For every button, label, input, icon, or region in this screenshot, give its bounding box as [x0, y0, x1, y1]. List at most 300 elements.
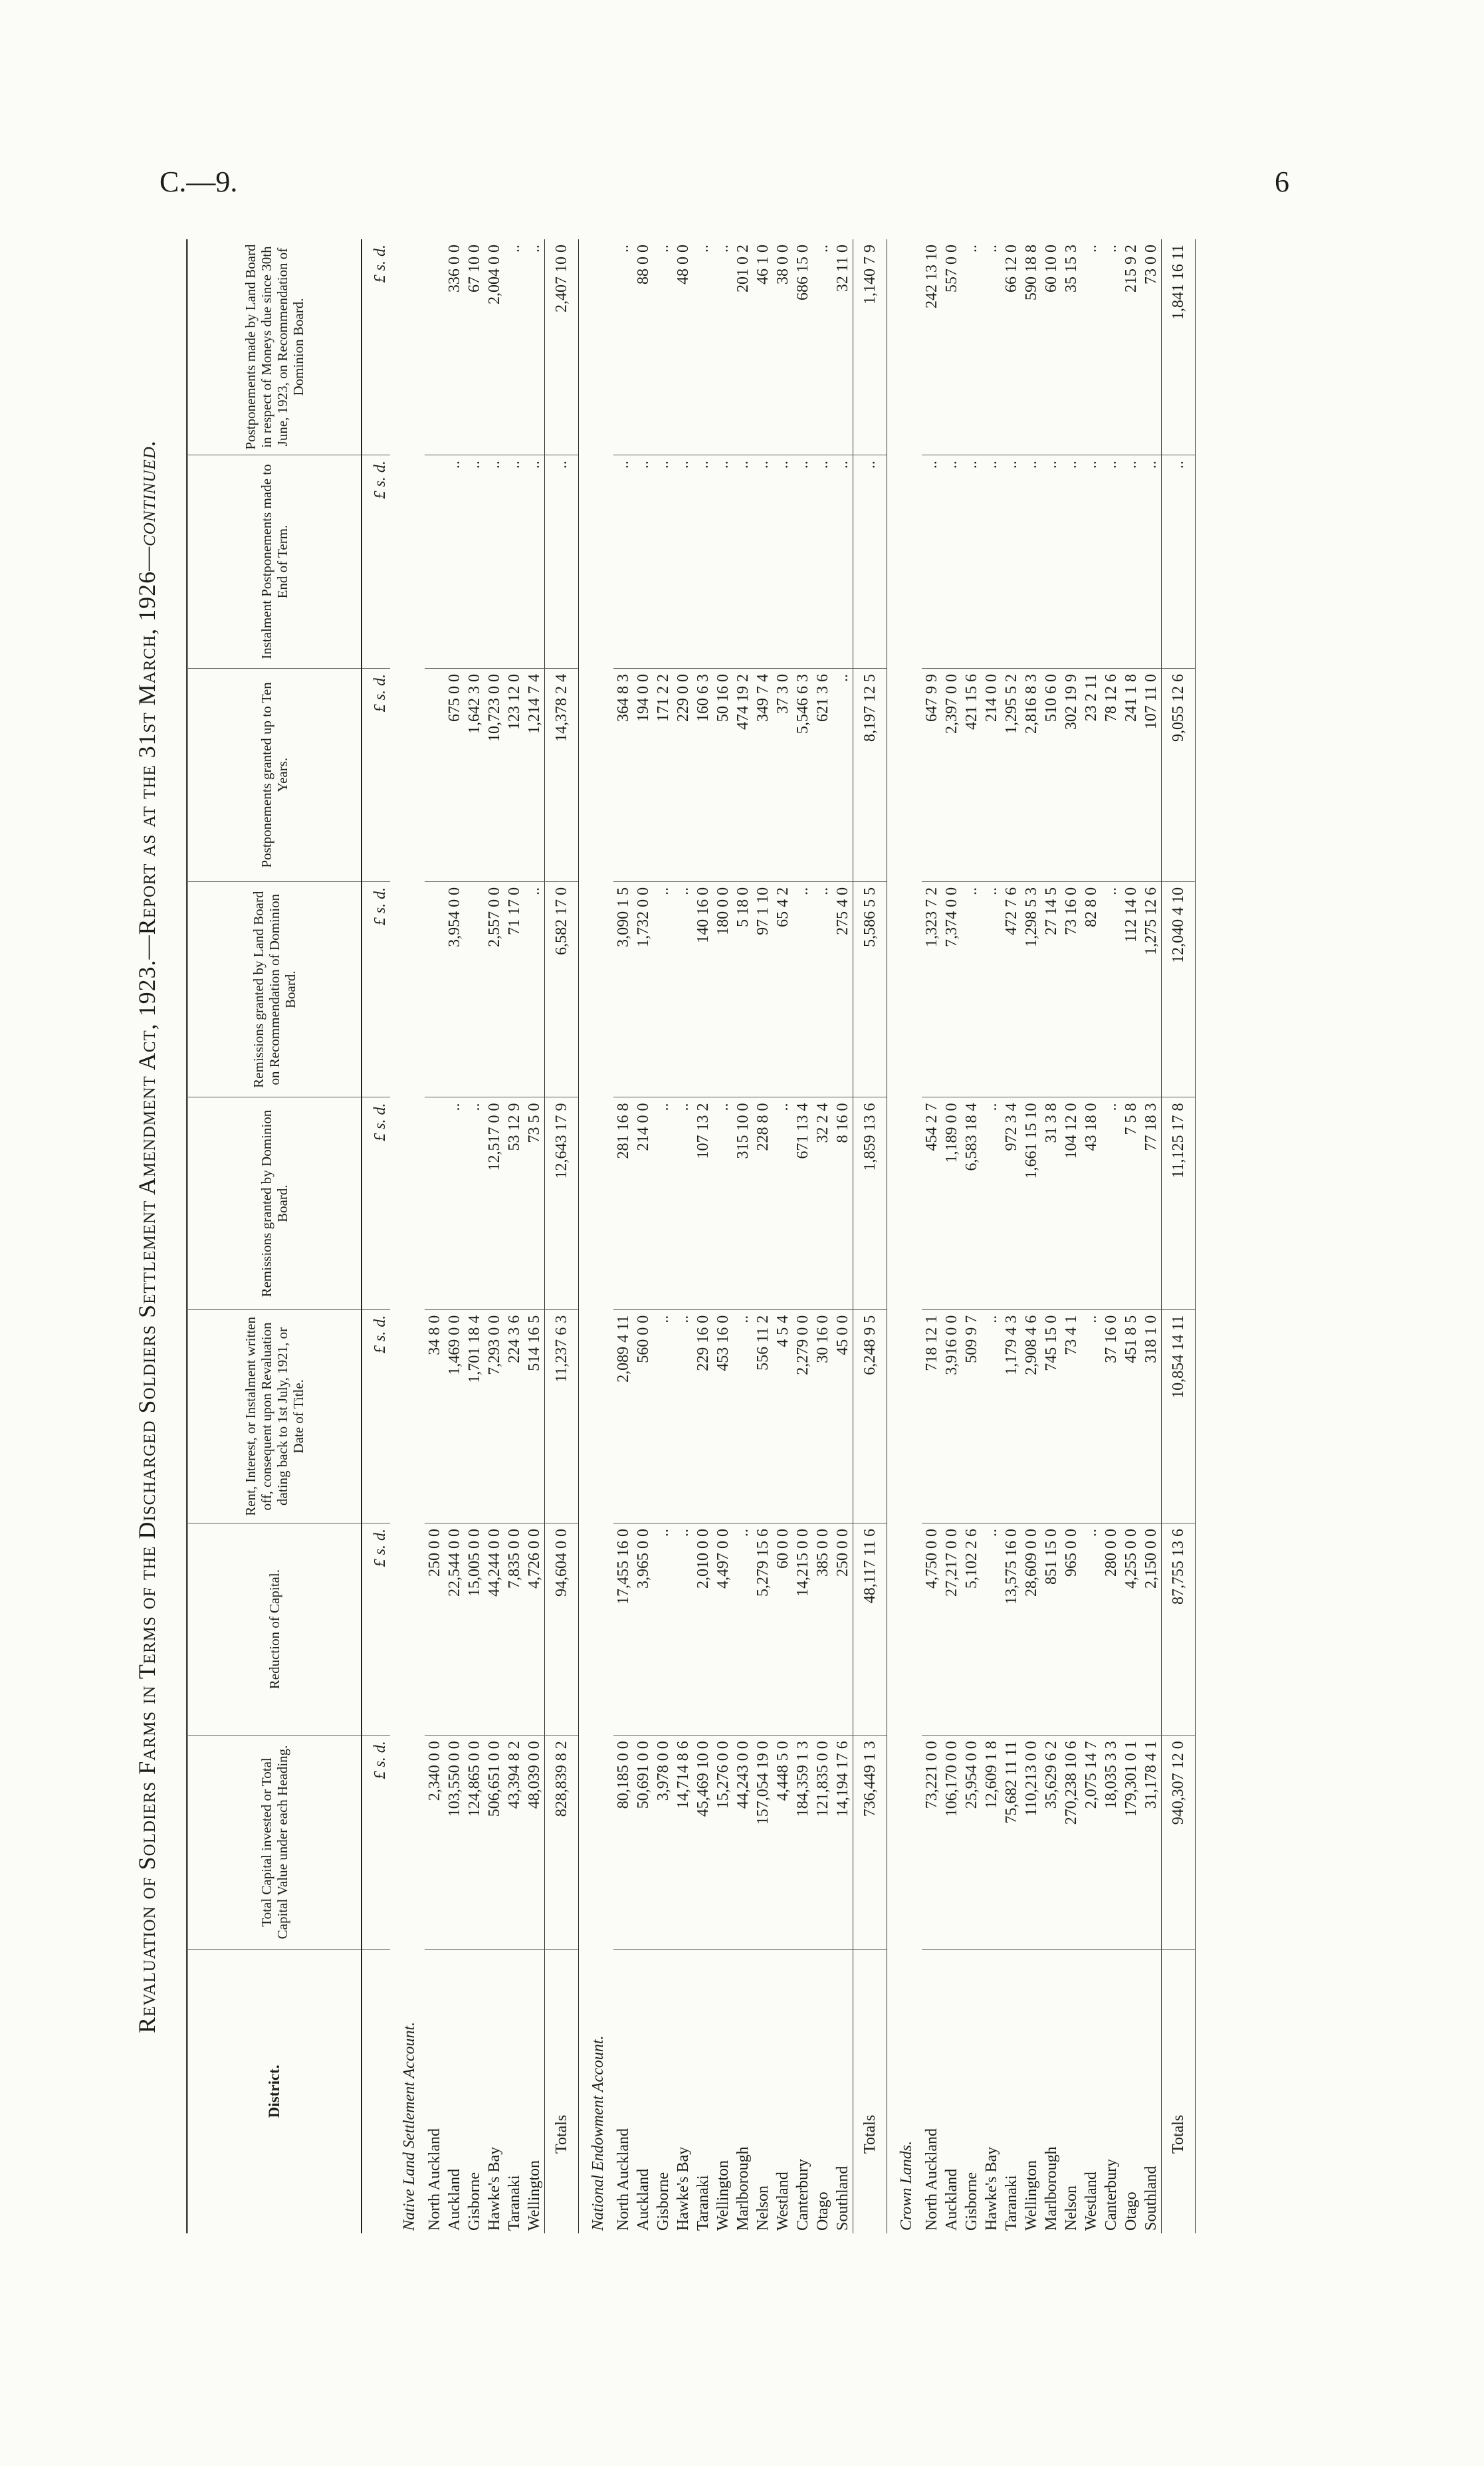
total-value-cell: ..	[853, 455, 887, 669]
total-value-cell: 8,197 12 5	[853, 668, 887, 881]
value-cell: ..	[1081, 1523, 1101, 1736]
table-row	[1121, 239, 1141, 2233]
value-cell: 7,293 0 0	[484, 1309, 504, 1523]
value-cell: 5,546 6 3	[793, 668, 813, 881]
total-value-cell: 6,582 17 0	[545, 881, 579, 1097]
value-cell: 45,469 10 0	[693, 1736, 713, 1949]
col-postponements-land-board: Postponements made by Land Board in respect of Moneys due since 30th June, 1923, on Recommendation of Dominion Board.	[187, 239, 362, 455]
value-cell: ..	[713, 455, 733, 669]
value-cell: ..	[982, 1309, 1002, 1523]
section-heading: Crown Lands.	[898, 2140, 915, 2231]
value-cell: 621 3 6	[813, 668, 833, 881]
value-cell: ..	[1101, 1097, 1121, 1309]
table-row	[693, 239, 713, 2233]
total-value-cell: 87,755 13 6	[1162, 1523, 1196, 1736]
value-cell: 1,732 0 0	[633, 881, 653, 1097]
value-cell: 110,213 0 0	[1021, 1736, 1041, 1949]
district-cell: Otago	[1122, 2191, 1140, 2231]
value-cell: ..	[733, 1309, 753, 1523]
value-cell: 215 9 2	[1121, 239, 1141, 455]
district-cell: Westland	[1083, 2172, 1100, 2231]
value-cell: 7 5 8	[1121, 1097, 1141, 1309]
value-cell: 557 0 0	[942, 239, 962, 455]
value-cell: 22,544 0 0	[445, 1523, 465, 1736]
value-cell: 3,090 1 5	[613, 881, 633, 1097]
value-cell: 43,394 8 2	[504, 1736, 524, 1949]
value-cell: 514 16 5	[524, 1309, 545, 1523]
value-cell: 421 15 6	[962, 668, 982, 881]
value-cell: 2,004 0 0	[484, 239, 504, 455]
value-cell: 474 19 2	[733, 668, 753, 881]
value-cell: 44,243 0 0	[733, 1736, 753, 1949]
value-cell: ..	[693, 455, 713, 669]
value-cell: 250 0 0	[833, 1523, 853, 1736]
value-cell: 250 0 0	[425, 1523, 445, 1736]
value-cell: 104 12 0	[1061, 1097, 1081, 1309]
value-cell: 686 15 0	[793, 239, 813, 455]
value-cell: 2,089 4 11	[613, 1309, 633, 1523]
value-cell: 281 16 8	[613, 1097, 633, 1309]
totals-row	[853, 239, 887, 2233]
value-cell: 73 5 0	[524, 1097, 545, 1309]
table-row	[1081, 239, 1101, 2233]
value-cell: 32 2 4	[813, 1097, 833, 1309]
value-cell: ..	[693, 239, 713, 455]
value-cell: 201 0 2	[733, 239, 753, 455]
district-cell: Nelson	[1063, 2186, 1080, 2231]
value-cell: 73,221 0 0	[922, 1736, 942, 1949]
value-cell: 80,185 0 0	[613, 1736, 633, 1949]
value-cell: 35,629 6 2	[1041, 1736, 1061, 1949]
value-cell: 60 0 0	[773, 1523, 793, 1736]
total-value-cell: 9,055 12 6	[1162, 668, 1196, 881]
value-cell: ..	[673, 1309, 693, 1523]
total-value-cell: ..	[1162, 455, 1196, 669]
value-cell: ..	[793, 455, 813, 669]
total-value-cell: 736,449 1 3	[853, 1736, 887, 1949]
value-cell: 4 5 4	[773, 1309, 793, 1523]
district-cell: Hawke's Bay	[983, 2146, 1000, 2231]
value-cell: 2,557 0 0	[484, 881, 504, 1097]
value-cell: 2,150 0 0	[1141, 1523, 1162, 1736]
district-cell: Gisborne	[963, 2172, 980, 2231]
value-cell: 509 9 7	[962, 1309, 982, 1523]
value-cell: 66 12 0	[1002, 239, 1021, 455]
value-cell: 38 0 0	[773, 239, 793, 455]
section-heading-row	[579, 239, 614, 2233]
value-cell: 671 13 4	[793, 1097, 813, 1309]
total-value-cell: 10,854 14 11	[1162, 1309, 1196, 1523]
value-cell: 140 16 0	[693, 881, 713, 1097]
total-value-cell: 12,643 17 9	[545, 1097, 579, 1309]
value-cell: ..	[504, 455, 524, 669]
value-cell: ..	[673, 455, 693, 669]
value-cell: 4,750 0 0	[922, 1523, 942, 1736]
value-cell: ..	[982, 1097, 1002, 1309]
value-cell: ..	[833, 455, 853, 669]
district-cell: Otago	[814, 2191, 831, 2231]
value-cell: ..	[1121, 455, 1141, 669]
totals-row	[545, 239, 579, 2233]
units-cell: £ s. d.	[362, 1097, 390, 1309]
value-cell: 364 8 3	[613, 668, 633, 881]
value-cell: 50,691 0 0	[633, 1736, 653, 1949]
col-instalment-postponements: Instalment Postponements made to End of Term.	[187, 455, 362, 669]
value-cell: 7,835 0 0	[504, 1523, 524, 1736]
value-cell: 315 10 0	[733, 1097, 753, 1309]
value-cell: ..	[613, 239, 633, 455]
value-cell: ..	[1081, 455, 1101, 669]
value-cell: 35 15 3	[1061, 239, 1081, 455]
value-cell: 179,301 0 1	[1121, 1736, 1141, 1949]
value-cell: 472 7 6	[1002, 881, 1021, 1097]
value-cell: 50 16 0	[713, 668, 733, 881]
page-header	[159, 165, 1289, 218]
value-cell: 451 8 5	[1121, 1309, 1141, 1523]
value-cell: 1,323 7 2	[922, 881, 942, 1097]
value-cell: 77 18 3	[1141, 1097, 1162, 1309]
value-cell: ..	[1041, 455, 1061, 669]
value-cell: 14,714 8 6	[673, 1736, 693, 1949]
value-cell: 336 0 0	[445, 239, 465, 455]
value-cell: ..	[653, 1523, 673, 1736]
value-cell	[425, 455, 445, 669]
value-cell: 157,054 19 0	[753, 1736, 773, 1949]
value-cell	[425, 1097, 445, 1309]
value-cell: 510 6 0	[1041, 668, 1061, 881]
district-cell: Southland	[1142, 2166, 1160, 2231]
value-cell: 27 14 5	[1041, 881, 1061, 1097]
value-cell: ..	[524, 881, 545, 1097]
table-row	[445, 239, 465, 2233]
value-cell: ..	[753, 455, 773, 669]
district-cell: Hawke's Bay	[675, 2146, 692, 2231]
value-cell: ..	[733, 455, 753, 669]
units-row	[362, 239, 390, 2233]
value-cell: ..	[982, 239, 1002, 455]
value-cell: 30 16 0	[813, 1309, 833, 1523]
section-heading: National Endowment Account.	[589, 2035, 607, 2231]
district-cell: Wellington	[1023, 2160, 1040, 2231]
units-spacer	[362, 1949, 390, 2233]
value-cell: 3,954 0 0	[445, 881, 465, 1097]
value-cell: ..	[733, 1523, 753, 1736]
value-cell: 184,359 1 3	[793, 1736, 813, 1949]
value-cell: 27,217 0 0	[942, 1523, 962, 1736]
value-cell: 45 0 0	[833, 1309, 853, 1523]
value-cell: 28,609 0 0	[1021, 1523, 1041, 1736]
value-cell: 17,455 16 0	[613, 1523, 633, 1736]
district-cell: Nelson	[754, 2186, 772, 2231]
value-cell: ..	[445, 1097, 465, 1309]
total-value-cell: 11,125 17 8	[1162, 1097, 1196, 1309]
value-cell: 5,102 2 6	[962, 1523, 982, 1736]
total-value-cell: 11,237 6 3	[545, 1309, 579, 1523]
totals-label: Totals	[853, 1949, 887, 2233]
table-row	[793, 239, 813, 2233]
value-cell: 302 19 9	[1061, 668, 1081, 881]
value-cell: 73 0 0	[1141, 239, 1162, 455]
value-cell: 1,661 15 10	[1021, 1097, 1041, 1309]
value-cell: ..	[813, 881, 833, 1097]
value-cell: 560 0 0	[633, 1309, 653, 1523]
value-cell: 275 4 0	[833, 881, 853, 1097]
value-cell: 75,682 11 11	[1002, 1736, 1021, 1949]
total-value-cell: 940,307 12 0	[1162, 1736, 1196, 1949]
table-row	[1061, 239, 1081, 2233]
value-cell: 214 0 0	[633, 1097, 653, 1309]
col-remissions-land-board: Remissions granted by Land Board on Recommendation of Dominion Board.	[187, 881, 362, 1097]
value-cell: 180 0 0	[713, 881, 733, 1097]
value-cell: ..	[524, 455, 545, 669]
value-cell: ..	[504, 239, 524, 455]
table-row	[733, 239, 753, 2233]
district-cell: Marlborough	[1043, 2146, 1060, 2231]
value-cell: ..	[633, 455, 653, 669]
value-cell: 14,194 17 6	[833, 1736, 853, 1949]
value-cell: ..	[773, 1097, 793, 1309]
value-cell: 112 14 0	[1121, 881, 1141, 1097]
units-cell: £ s. d.	[362, 1523, 390, 1736]
total-value-cell: 12,040 4 10	[1162, 881, 1196, 1097]
value-cell: ..	[1021, 455, 1041, 669]
value-cell	[425, 239, 445, 455]
value-cell: ..	[1081, 1309, 1101, 1523]
table-row	[813, 239, 833, 2233]
value-cell: ..	[673, 1523, 693, 1736]
value-cell: 1,179 4 3	[1002, 1309, 1021, 1523]
value-cell: 3,965 0 0	[633, 1523, 653, 1736]
value-cell: 12,609 1 8	[982, 1736, 1002, 1949]
value-cell: 44,244 0 0	[484, 1523, 504, 1736]
district-cell: Taranaki	[694, 2175, 712, 2231]
total-value-cell: 1,140 7 9	[853, 239, 887, 455]
col-remissions-dominion: Remissions granted by Dominion Board.	[187, 1097, 362, 1309]
district-cell: Wellington	[714, 2160, 732, 2231]
total-value-cell: 48,117 11 6	[853, 1523, 887, 1736]
value-cell: 718 12 1	[922, 1309, 942, 1523]
table-row	[425, 239, 445, 2233]
value-cell: 241 1 8	[1121, 668, 1141, 881]
value-cell: ..	[942, 455, 962, 669]
value-cell: 1,469 0 0	[445, 1309, 465, 1523]
table-row	[1041, 239, 1061, 2233]
table-row	[653, 239, 673, 2233]
value-cell: 53 12 9	[504, 1097, 524, 1309]
value-cell: ..	[1061, 455, 1081, 669]
value-cell: 103,550 0 0	[445, 1736, 465, 1949]
district-cell: Canterbury	[1103, 2159, 1120, 2231]
value-cell: 7,374 0 0	[942, 881, 962, 1097]
value-cell: ..	[813, 239, 833, 455]
value-cell	[465, 881, 484, 1097]
col-reduction: Reduction of Capital.	[187, 1523, 362, 1736]
value-cell: 318 1 0	[1141, 1309, 1162, 1523]
table-row	[673, 239, 693, 2233]
value-cell: ..	[982, 455, 1002, 669]
value-cell: 67 10 0	[465, 239, 484, 455]
value-cell: 675 0 0	[445, 668, 465, 881]
district-cell: North Auckland	[615, 2128, 632, 2231]
value-cell: 82 8 0	[1081, 881, 1101, 1097]
value-cell: 10,723 0 0	[484, 668, 504, 881]
table-row	[982, 239, 1002, 2233]
value-cell: 972 3 4	[1002, 1097, 1021, 1309]
value-cell: 385 0 0	[813, 1523, 833, 1736]
report-reference: C.—9.	[159, 166, 238, 198]
value-cell: ..	[673, 881, 693, 1097]
table-row	[1141, 239, 1162, 2233]
value-cell: 556 11 2	[753, 1309, 773, 1523]
value-cell: 3,978 0 0	[653, 1736, 673, 1949]
value-cell: 171 2 2	[653, 668, 673, 881]
value-cell: ..	[1002, 455, 1021, 669]
value-cell: 78 12 6	[1101, 668, 1121, 881]
value-cell: 1,214 7 4	[524, 668, 545, 881]
units-cell: £ s. d.	[362, 668, 390, 881]
district-cell: Auckland	[943, 2168, 960, 2231]
value-cell: 124,865 0 0	[465, 1736, 484, 1949]
total-value-cell: 94,604 0 0	[545, 1523, 579, 1736]
value-cell: 23 2 11	[1081, 668, 1101, 881]
value-cell: ..	[524, 239, 545, 455]
value-cell: ..	[1101, 239, 1121, 455]
value-cell: ..	[793, 881, 813, 1097]
section-heading-row	[887, 239, 922, 2233]
value-cell: 228 8 0	[753, 1097, 773, 1309]
totals-label: Totals	[1162, 1949, 1196, 2233]
value-cell: ..	[1101, 455, 1121, 669]
value-cell: 6,583 18 4	[962, 1097, 982, 1309]
rotated-table-sheet	[133, 239, 1316, 2233]
value-cell: ..	[962, 881, 982, 1097]
total-value-cell: 828,839 8 2	[545, 1736, 579, 1949]
table-row	[753, 239, 773, 2233]
col-rent-written-off: Rent, Interest, or Instalment written off, consequent upon Revaluation dating back to 1st July, 1921, or Date of Title.	[187, 1309, 362, 1523]
value-cell: ..	[673, 1097, 693, 1309]
value-cell: 65 4 2	[773, 881, 793, 1097]
units-cell: £ s. d.	[362, 239, 390, 455]
column-header-row	[187, 239, 362, 2233]
table-title-text: Revaluation of Soldiers Farms in Terms of the Discharged Soldiers Settlement Amendment Act, 1923.—Report as at the 31st March, 1926—	[134, 546, 160, 2033]
value-cell: 4,726 0 0	[524, 1523, 545, 1736]
value-cell: 37 3 0	[773, 668, 793, 881]
value-cell: 48 0 0	[673, 239, 693, 455]
value-cell: 14,215 0 0	[793, 1523, 813, 1736]
value-cell: 280 0 0	[1101, 1523, 1121, 1736]
value-cell: ..	[613, 455, 633, 669]
district-cell: Canterbury	[794, 2159, 811, 2231]
value-cell: 242 13 10	[922, 239, 942, 455]
value-cell: 107 11 0	[1141, 668, 1162, 881]
revaluation-table	[186, 239, 1196, 2233]
value-cell	[425, 881, 445, 1097]
value-cell: ..	[713, 1097, 733, 1309]
table-row	[613, 239, 633, 2233]
value-cell: ..	[813, 455, 833, 669]
table-row	[942, 239, 962, 2233]
value-cell: 15,005 0 0	[465, 1523, 484, 1736]
district-cell: Hawke's Bay	[486, 2146, 503, 2231]
value-cell: ..	[653, 1309, 673, 1523]
value-cell: 2,075 14 7	[1081, 1736, 1101, 1949]
table-row	[504, 239, 524, 2233]
value-cell: 851 15 0	[1041, 1523, 1061, 1736]
value-cell: 2,010 0 0	[693, 1523, 713, 1736]
value-cell: 270,238 10 6	[1061, 1736, 1081, 1949]
value-cell: 3,916 0 0	[942, 1309, 962, 1523]
value-cell: 18,035 3 3	[1101, 1736, 1121, 1949]
value-cell: ..	[653, 239, 673, 455]
value-cell: ..	[982, 881, 1002, 1097]
value-cell: 647 9 9	[922, 668, 942, 881]
value-cell: 73 4 1	[1061, 1309, 1081, 1523]
district-cell: Gisborne	[655, 2172, 672, 2231]
page-number: 6	[1275, 166, 1289, 198]
district-cell: Taranaki	[1003, 2175, 1020, 2231]
value-cell: 13,575 16 0	[1002, 1523, 1021, 1736]
table-row	[922, 239, 942, 2233]
value-cell: 1,298 5 3	[1021, 881, 1041, 1097]
table-row	[1101, 239, 1121, 2233]
table-row	[833, 239, 853, 2233]
col-postponements: Postponements granted up to Ten Years.	[187, 668, 362, 881]
value-cell: ..	[713, 239, 733, 455]
value-cell: 229 16 0	[693, 1309, 713, 1523]
value-cell: ..	[445, 455, 465, 669]
value-cell	[425, 668, 445, 881]
total-value-cell: 1,841 16 11	[1162, 239, 1196, 455]
table-row	[465, 239, 484, 2233]
total-value-cell: 6,248 9 5	[853, 1309, 887, 1523]
value-cell: ..	[833, 668, 853, 881]
total-value-cell: 2,407 10 0	[545, 239, 579, 455]
district-cell: Wellington	[526, 2160, 543, 2231]
value-cell: 12,517 0 0	[484, 1097, 504, 1309]
section-heading-row	[390, 239, 425, 2233]
value-cell: 2,340 0 0	[425, 1736, 445, 1949]
value-cell: 1,275 12 6	[1141, 881, 1162, 1097]
value-cell: 34 8 0	[425, 1309, 445, 1523]
value-cell: 4,448 5 0	[773, 1736, 793, 1949]
table-title-continued: continued.	[134, 439, 160, 546]
table-row	[773, 239, 793, 2233]
value-cell: 32 11 0	[833, 239, 853, 455]
value-cell: 5 18 0	[733, 881, 753, 1097]
table-row	[713, 239, 733, 2233]
value-cell: 15,276 0 0	[713, 1736, 733, 1949]
value-cell: 590 18 8	[1021, 239, 1041, 455]
district-cell: Auckland	[635, 2168, 652, 2231]
value-cell: ..	[773, 455, 793, 669]
district-cell: North Auckland	[426, 2128, 443, 2231]
table-row	[1021, 239, 1041, 2233]
value-cell: 1,701 18 4	[465, 1309, 484, 1523]
value-cell: 97 1 10	[753, 881, 773, 1097]
district-cell: Marlborough	[734, 2146, 752, 2231]
value-cell: 229 0 0	[673, 668, 693, 881]
value-cell: 5,279 15 6	[753, 1523, 773, 1736]
value-cell: 454 2 7	[922, 1097, 942, 1309]
totals-label: Totals	[545, 1949, 579, 2233]
value-cell: 194 0 0	[633, 668, 653, 881]
col-district: District.	[187, 1949, 362, 2233]
total-value-cell: 5,586 5 5	[853, 881, 887, 1097]
value-cell: 1,642 3 0	[465, 668, 484, 881]
units-cell: £ s. d.	[362, 1736, 390, 1949]
value-cell: ..	[653, 455, 673, 669]
table-row	[524, 239, 545, 2233]
